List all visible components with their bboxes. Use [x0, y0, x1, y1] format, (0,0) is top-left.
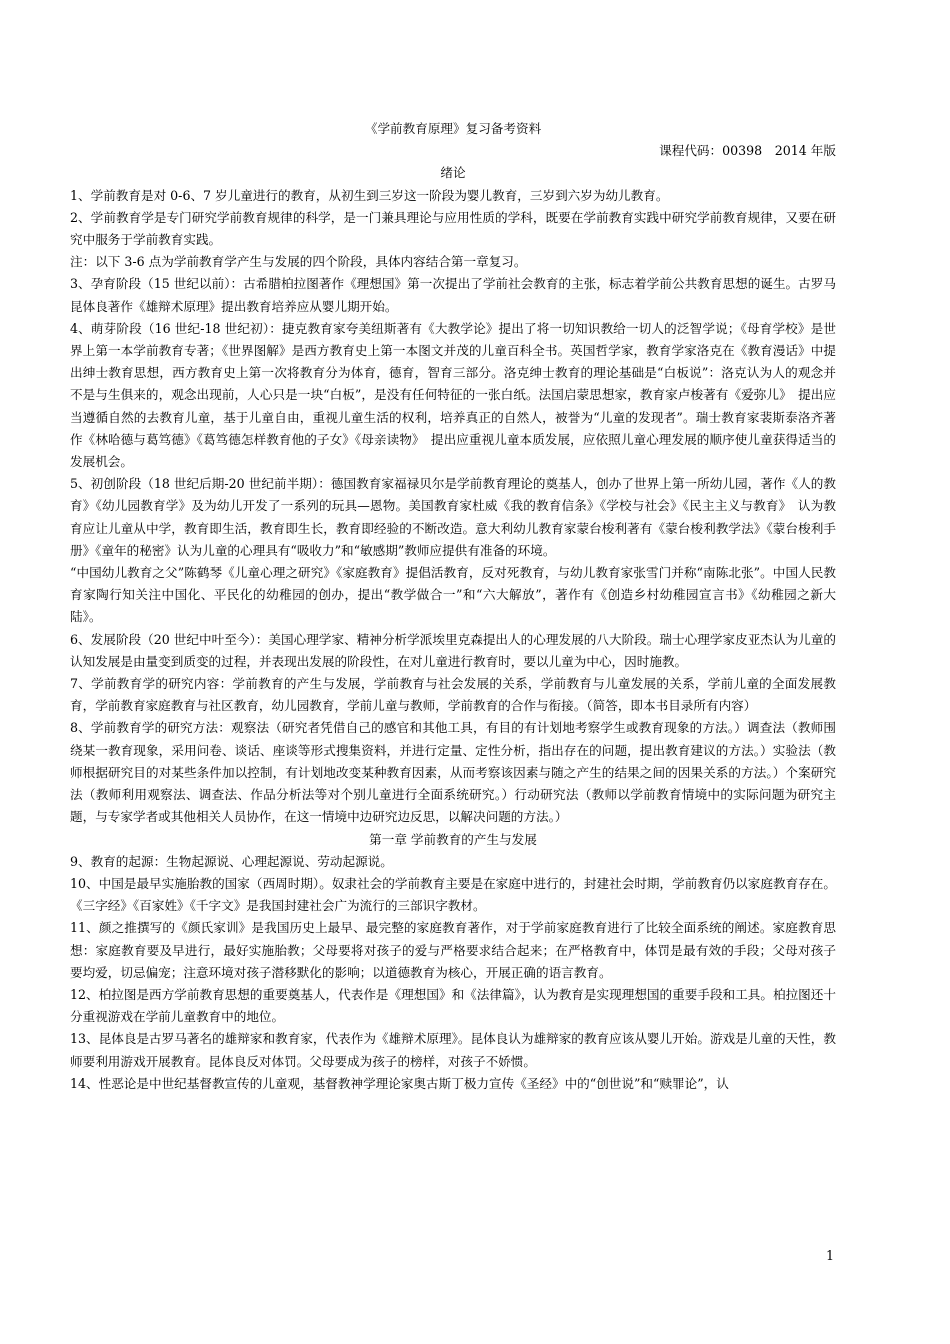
paragraph-8: 8、学前教育学的研究方法：观察法（研究者凭借自己的感官和其他工具，有目的有计划地考察学生或教育现象的方法。）调查法（教师围绕某一教育现象，采用问卷、谈话、座谈等形式搜集资料，并进行定量、定性分析，指出存在的问题，提出教育建议的方法。）实验法（教师根据研究目的对某些条件加以控制，有计划地改变某种教育因素，从而考察该因素与随之产生的结果之间的因果关系的方法。）个案研究法（教师利用观察法、调查法、作品分析法等对个别儿童进行全面系统研究。）行动研究法（教师以学前教育情境中的实际问题为研究主题，与专家学者或其他相关人员协作，在这一情境中边研究边反思，以解决问题的方法。） [70, 720, 836, 825]
page-number: 1 [826, 1248, 835, 1263]
paragraph-4: 4、萌芽阶段（16 世纪-18 世纪初）：捷克教育家夸美纽斯著有《大教学论》提出了将一切知识教给一切人的泛智学说；《母育学校》是世界上第一本学前教育专著；《世界图解》是西方教育史上第一本图文并茂的儿童百科全书。英国哲学家，教育学家洛克在《教育漫话》中提出绅士教育思想，西方教育史上第一次将教育分为体育，德育，智育三部分。洛克绅士教育的理论基础是“白板说”：洛克认为人的观念并不是与生俱来的，观念出现前，人心只是一块“白板”，是没有任何特征的一张白纸。法国启蒙思想家，教育家卢梭著有《爱弥儿》 提出应当遵循自然的去教育儿童，基于儿童自由，重视儿童生活的权利，培养真正的自然人，被誉为“儿童的发现者”。瑞士教育家裴斯泰洛齐著作《林哈德与葛笃德》《葛笃德怎样教育他的子女》《母亲读物》 提出应重视儿童本质发展，应依照儿童心理发展的顺序使儿童获得适当的发展机会。 [70, 320, 836, 470]
paragraph-10: 10、中国是最早实施胎教的国家（西周时期）。奴隶社会的学前教育主要是在家庭中进行的，封建社会时期，学前教育仍以家庭教育存在。《三字经》《百家姓》《千字文》是我国封建社会广为流行的三部识字教材。 [70, 875, 836, 914]
section-heading-chapter-1: 第一章 学前教育的产生与发展 [369, 831, 537, 847]
paragraph-1: 1、学前教育是对 0-6、7 岁儿童进行的教育，从初生到三岁这一阶段为婴儿教育，三岁到六岁为幼儿教育。 [70, 187, 669, 203]
paragraph-13: 13、昆体良是古罗马著名的雄辩家和教育家，代表作为《雄辩术原理》。昆体良认为雄辩家的教育应该从婴儿开始。游戏是儿童的天性，教师要利用游戏开展教育。昆体良反对体罚。父母要成为孩子的榜样，对孩子不娇惯。 [70, 1031, 836, 1069]
section-heading-intro: 绪论 [440, 165, 466, 181]
note-paragraph: 注：以下 3-6 点为学前教育学产生与发展的四个阶段，具体内容结合第一章复习。 [70, 254, 527, 270]
paragraph-6: 6、发展阶段（20 世纪中叶至今）：美国心理学家、精神分析学派埃里克森提出人的心理发展的八大阶段。瑞士心理学家皮亚杰认为儿童的认知发展是由量变到质变的过程，并表现出发展的阶段性，在对儿童进行教育时，要以儿童为中心，因时施教。 [70, 631, 836, 669]
paragraph-12: 12、柏拉图是西方学前教育思想的重要奠基人，代表作是《理想国》和《法律篇》，认为教育是实现理想国的重要手段和工具。柏拉图还十分重视游戏在学前儿童教育中的地位。 [70, 986, 836, 1025]
paragraph-9: 9、教育的起源：生物起源说、心理起源说、劳动起源说。 [70, 853, 393, 869]
paragraph-14: 14、性恶论是中世纪基督教宣传的儿童观，基督教神学理论家奥古斯丁极力宣传《圣经》中的“创世说”和“赎罪论”，认 [70, 1075, 729, 1091]
document-title: 《学前教育原理》复习备考资料 [364, 121, 542, 136]
paragraph-5-continued: “中国幼儿教育之父”陈鹤琴《儿童心理之研究》《家庭教育》提倡活教育，反对死教育，与幼儿教育家张雪门并称“南陈北张”。中国人民教育家陶行知关注中国化、平民化的幼稚园的创办，提出“教学做合一”和“六大解放”，著作有《创造乡村幼稚园宣言书》《幼稚园之新大陆》。 [70, 565, 836, 625]
paragraph-2: 2、学前教育学是专门研究学前教育规律的科学，是一门兼具理论与应用性质的学科，既要在学前教育实践中研究学前教育规律，又要在研究中服务于学前教育实践。 [70, 209, 836, 248]
paragraph-11: 11、颜之推撰写的《颜氏家训》是我国历史上最早、最完整的家庭教育著作，对于学前家庭教育进行了比较全面系统的阐述。家庭教育思想：家庭教育要及早进行，最好实施胎教；父母要将对孩子的爱与严格要求结合起来；在严格教育中，体罚是最有效的手段；父母对孩子要均爱，切忌偏宠；注意环境对孩子潜移默化的影响；以道德教育为核心，开展正确的语言教育。 [70, 920, 836, 980]
paragraph-5: 5、初创阶段（18 世纪后期-20 世纪前半期）：德国教育家福禄贝尔是学前教育理论的奠基人，创办了世界上第一所幼儿园，著作《人的教育》《幼儿园教育学》及为幼儿开发了一系列的玩具—恩物。美国教育家杜威《我的教育信条》《学校与社会》《民主主义与教育》 认为教育应让儿童从中学，教育即生活，教育即生长，教育即经验的不断改造。意大利幼儿教育家蒙台梭利著有《蒙台梭利教学法》《蒙台梭利手册》《童年的秘密》认为儿童的心理具有“吸收力”和“敏感期”教师应提供有准备的环境。 [70, 476, 836, 558]
paragraph-3: 3、孕育阶段（15 世纪以前）：古希腊柏拉图著作《理想国》第一次提出了学前社会教育的主张，标志着学前公共教育思想的诞生。古罗马昆体良著作《雄辩术原理》提出教育培养应从婴儿期开始。 [70, 276, 836, 314]
document-page [70, 118, 836, 1095]
paragraph-7: 7、学前教育学的研究内容：学前教育的产生与发展，学前教育与社会发展的关系，学前教育与儿童发展的关系，学前儿童的全面发展教育，学前教育家庭教育与社区教育，幼儿园教育，学前儿童与教师，学前教育的合作与衔接。（简答，即本书目录所有内容） [70, 676, 836, 714]
course-code: 课程代码：00398 2014 年版 [659, 143, 836, 159]
